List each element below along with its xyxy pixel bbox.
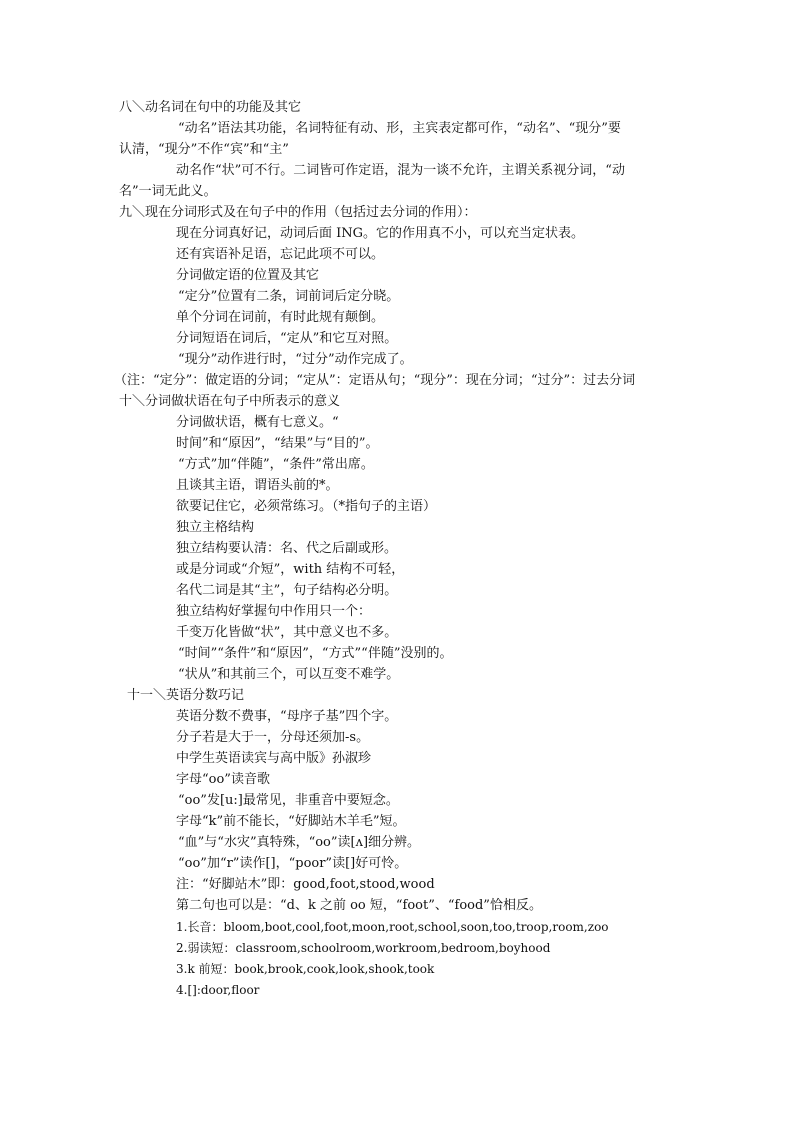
subheading: 分词做定语的位置及其它	[176, 268, 320, 283]
paragraph-line: “动名”语法其功能，名词特征有动、形，主宾表定都可作，“动名”、“现分”要	[178, 121, 621, 136]
paragraph-line: 或是分词或“介短”，with 结构不可轻，	[176, 562, 405, 577]
paragraph-line: “定分”位置有二条，词前词后定分晓。	[178, 289, 400, 304]
paragraph-line: 现在分词真好记，动词后面 ING。它的作用真不小，可以充当定状表。	[176, 226, 585, 241]
word-list-line: 3.k 前短：book,brook,cook,look,shook,took	[176, 962, 435, 976]
subheading: 字母“oo”读音歌	[176, 772, 270, 787]
paragraph-line: 时间”和“原因”，“结果”与“目的”。	[176, 436, 379, 451]
paragraph-line: 还有宾语补足语，忘记此项不可以。	[176, 247, 385, 262]
paragraph-line: 名代二词是其“主”，句子结构必分明。	[176, 583, 398, 598]
paragraph-line: 分子若是大于一，分母还须加-s。	[176, 730, 370, 745]
paragraph-line: 英语分数不费事，“母序子基”四个字。	[176, 709, 398, 724]
paragraph-line: 且谈其主语，谓语头前的*。	[176, 478, 339, 493]
heading-section-9: 九＼现在分词形式及在句子中的作用（包括过去分词的作用）：	[119, 205, 477, 220]
paragraph-line: 单个分词在词前，有时此规有颠倒。	[176, 310, 385, 325]
paragraph-line: 欲要记住它，必须常练习。（*指句子的主语）	[176, 499, 437, 514]
paragraph-line: “方式”加“伴随”，“条件”常出席。	[178, 457, 374, 472]
word-list-line: 1.长音：bloom,boot,cool,foot,moon,root,school,soon,too,troop,room,zoo	[176, 920, 609, 934]
subheading: 独立主格结构	[176, 520, 255, 535]
paragraph-line: “血”与“水灾”真特殊，“oo”读[ʌ]细分辨。	[178, 835, 421, 850]
heading-section-8: 八＼动名词在句中的功能及其它	[119, 100, 302, 115]
paragraph-line: 字母“k”前不能长，“好脚站木羊毛”短。	[176, 814, 406, 829]
paragraph-line: 认清，“现分”不作“宾”和“主”	[119, 142, 289, 157]
paragraph-line: “现分”动作进行时，“过分”动作完成了。	[178, 352, 413, 367]
paragraph-line: 动名作“状”可不行。二词皆可作定语，混为一谈不允许，主谓关系视分词，“动	[176, 163, 625, 178]
note-line: 注：“好脚站木”即：good,foot,stood,wood	[176, 877, 435, 892]
source-line: 中学生英语读宾与高中版》孙淑珍	[176, 751, 372, 766]
paragraph-line: 独立结构好掌握句中作用只一个：	[176, 604, 372, 619]
paragraph-line: 名”一词无此义。	[119, 184, 217, 199]
paragraph-line: 第二句也可以是：“d、k 之前 oo 短，“foot”、“food”恰相反。	[176, 898, 542, 913]
paragraph-line: “oo”加“r”读作[]，“poor”读[]好可怜。	[178, 856, 408, 871]
heading-section-11: 十一＼英语分数巧记	[127, 688, 245, 703]
heading-section-10: 十＼分词做状语在句子中所表示的意义	[119, 394, 341, 409]
word-list-line: 2.弱读短：classroom,schoolroom,workroom,bedroom,boyhood	[176, 941, 551, 955]
paragraph-line: 独立结构要认清：名、代之后副或形。	[176, 541, 398, 556]
paragraph-line: “oo”发[u:]最常见，非重音中要短念。	[178, 793, 399, 808]
paragraph-line: 分词做状语，概有七意义。“	[176, 415, 339, 430]
paragraph-line: 千变万化皆做“状”，其中意义也不多。	[176, 625, 398, 640]
word-list-line: 4.[]:door,floor	[176, 983, 260, 997]
paragraph-line: 分词短语在词后，“定从”和它互对照。	[176, 331, 398, 346]
note-line: （注：“定分”：做定语的分词；“定从”：定语从句；“现分”：现在分词；“过分”：过去分词	[114, 373, 636, 388]
paragraph-line: “时间”“条件”和“原因”，“方式”“伴随”没别的。	[178, 646, 453, 661]
paragraph-line: “状从”和其前三个，可以互变不难学。	[178, 667, 400, 682]
